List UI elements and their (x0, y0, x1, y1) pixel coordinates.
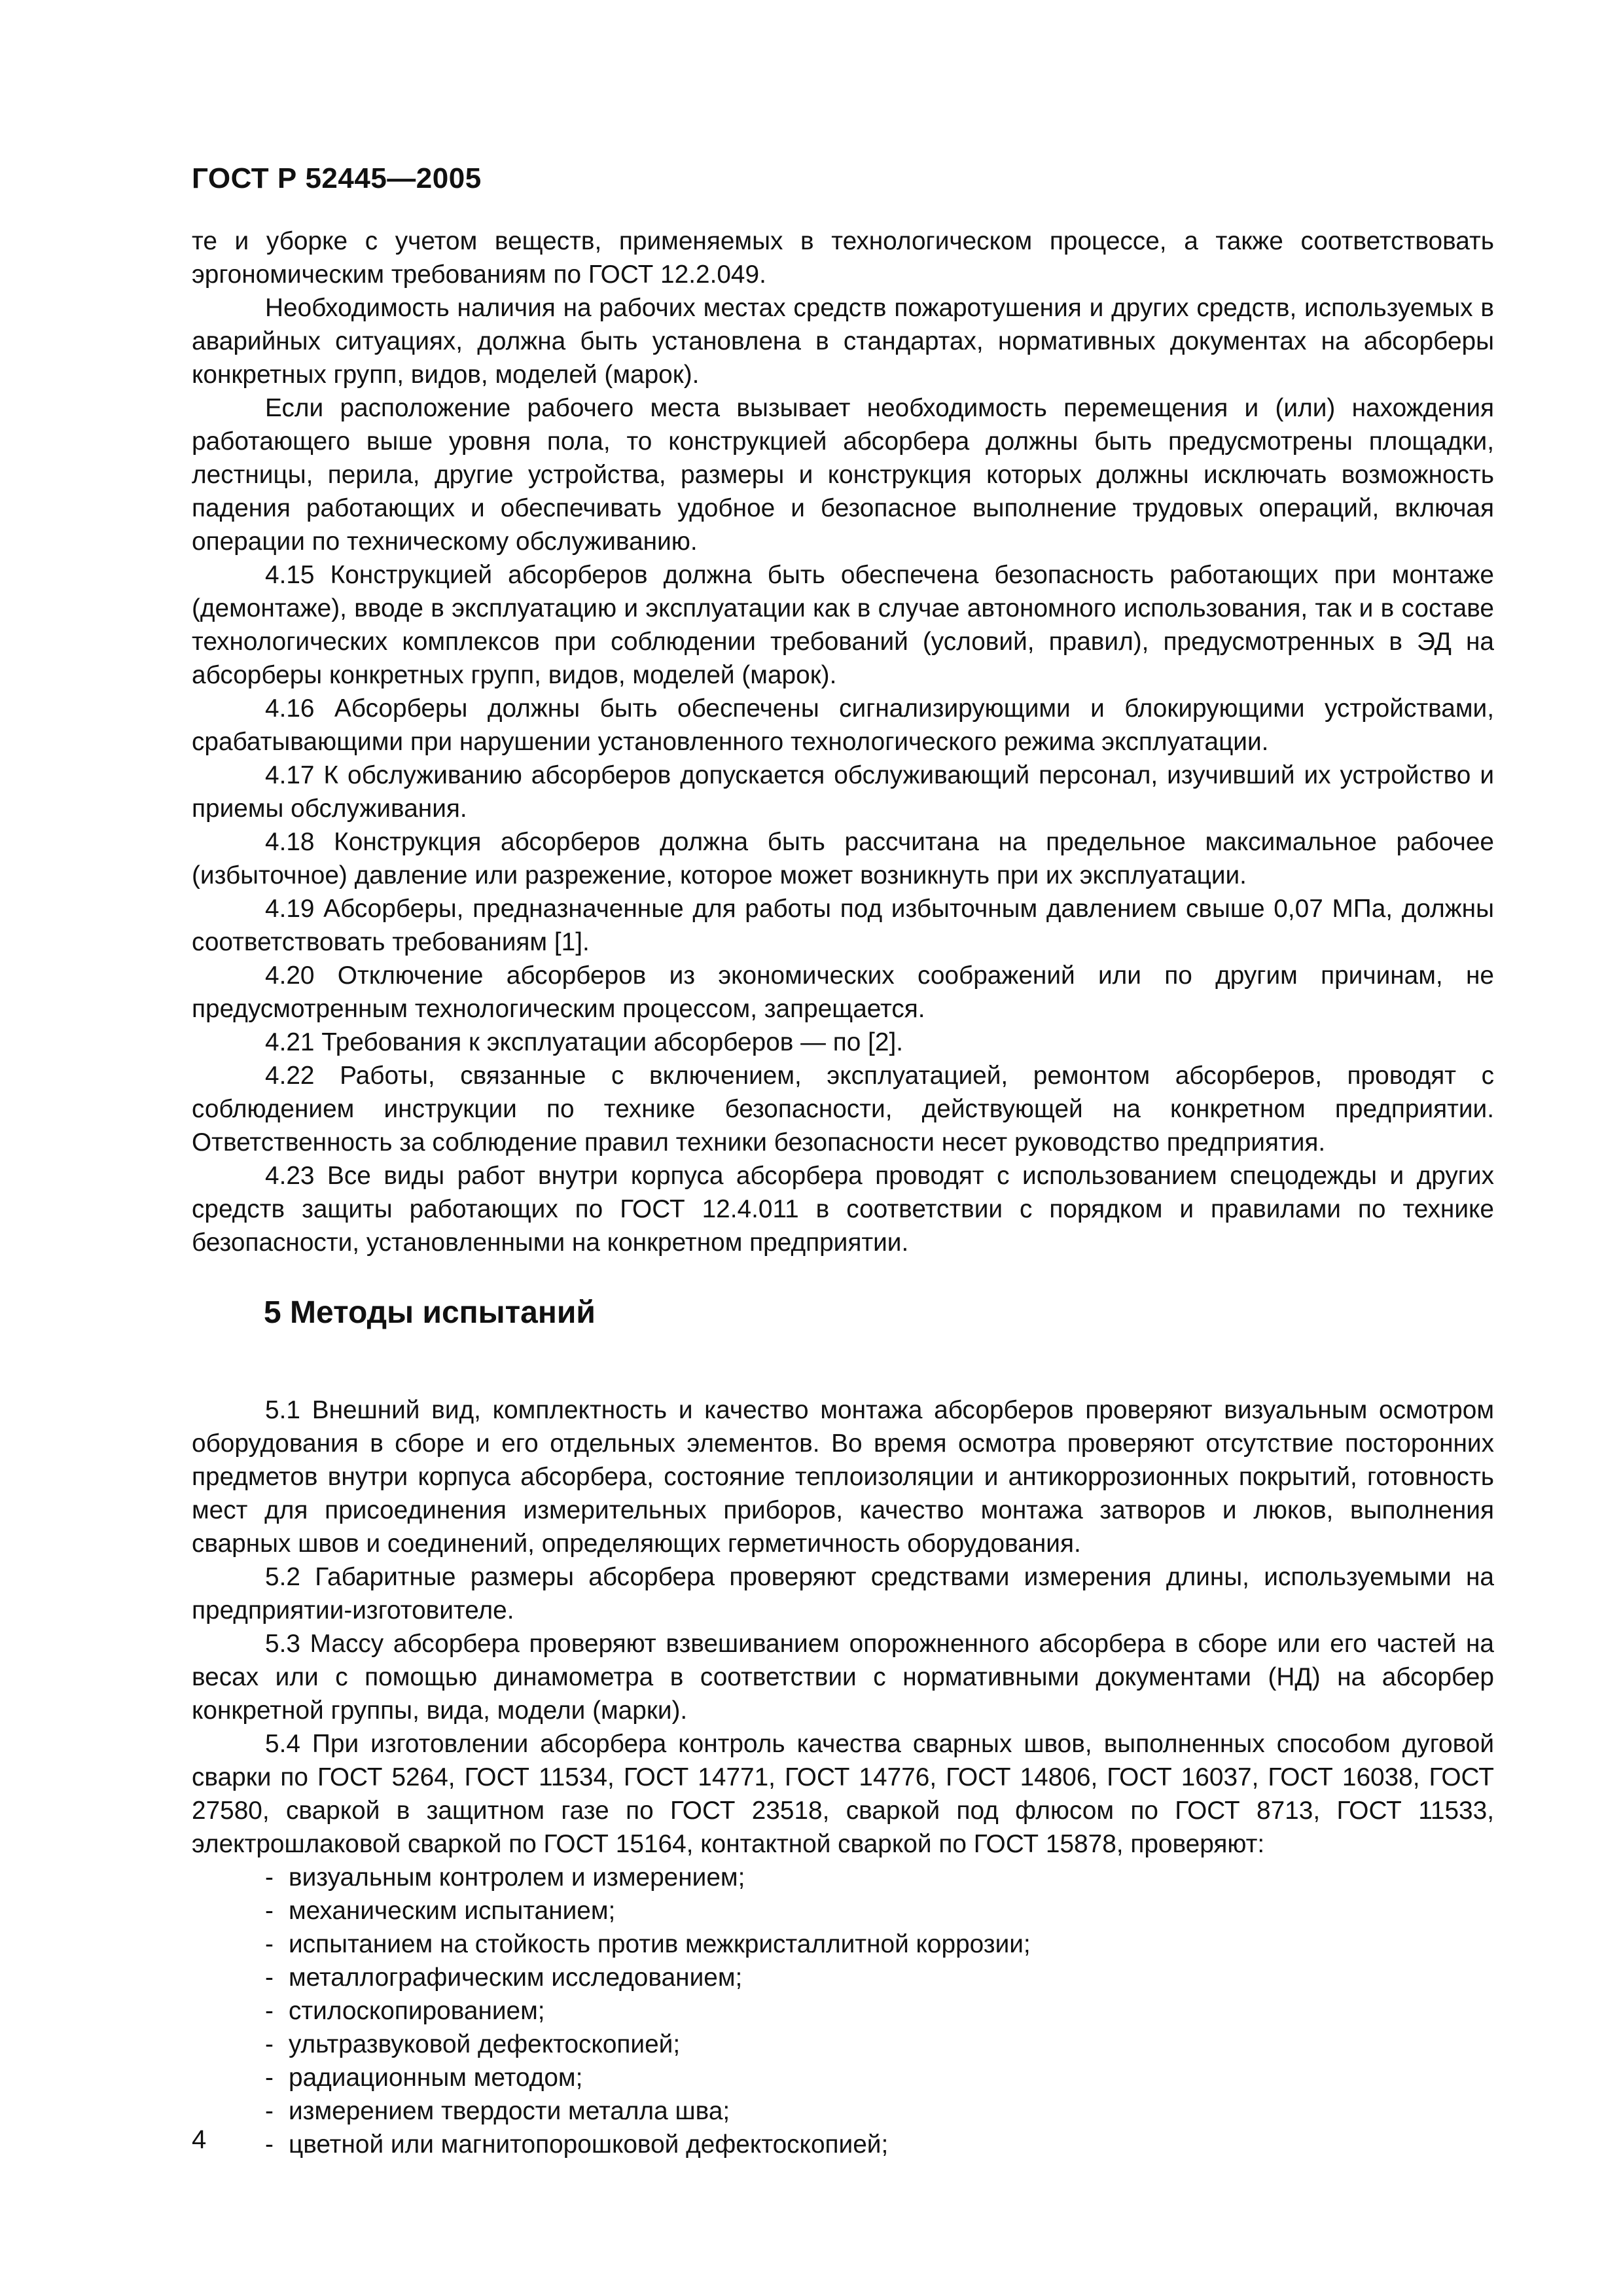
clause-5-4: 5.4 При изготовлении абсорбера контроль качества сварных швов, выполненных способом дуговой сварки по ГОСТ 5264, ГОСТ 11534, ГОСТ 14771, ГОСТ 14776, ГОСТ 14806, ГОСТ 16037, ГОСТ 16038, ГОСТ 27580, сваркой в защитном газе по ГОСТ 23518, сваркой под флюсом по ГОСТ 8713, ГОСТ 11533, электрошлаковой сваркой по ГОСТ 15164, контактной сваркой по ГОСТ 15878, проверяют: (192, 1730, 1494, 1858)
list-item (265, 2094, 1494, 2128)
clause-4-16: 4.16 Абсорберы должны быть обеспечены сигнализирующими и блокирующими устройствами, срабатывающими при нарушении установленного технологического режима эксплуатации. (192, 694, 1494, 756)
list-marker: - (265, 2030, 274, 2058)
list-item (265, 2061, 1494, 2094)
clause-4-19: 4.19 Абсорберы, предназначенные для работы под избыточным давлением свыше 0,07 МПа, должны соответствовать требованиям [1]. (192, 895, 1494, 956)
list-item (265, 1894, 1494, 1928)
list-marker: - (265, 1964, 274, 1992)
list-item-text: ультразвуковой дефектоскопией; (289, 2030, 681, 2058)
list-item-text: цветной или магнитопорошковой дефектоскопией; (289, 2130, 889, 2159)
list-marker: - (265, 2064, 274, 2092)
clause-4-15: 4.15 Конструкцией абсорберов должна быть обеспечена безопасность работающих при монтаже (демонтаже), вводе в эксплуатацию и эксплуатации как в случае автономного использования, так и в составе технологических комплексов при соблюдении требований (условий, правил), предусмотренных в ЭД на абсорберы конкретных групп, видов, моделей (марок). (192, 561, 1494, 689)
list-item-text: механическим испытанием; (289, 1897, 616, 1925)
clause-5-2: 5.2 Габаритные размеры абсорбера проверяют средствами измерения длины, используемыми на предприятии-изготовителе. (192, 1563, 1494, 1624)
clause-4-20: 4.20 Отключение абсорберов из экономических соображений или по другим причинам, не предусмотренным технологическим процессом, запрещается. (192, 961, 1494, 1023)
standard-code-header: ГОСТ Р 52445—2005 (192, 162, 482, 194)
document-body (192, 224, 1494, 2161)
list-marker: - (265, 1997, 274, 2025)
list-marker: - (265, 1863, 274, 1892)
clause-4-17: 4.17 К обслуживанию абсорберов допускается обслуживающий персонал, изучивший их устройство и приемы обслуживания. (192, 761, 1494, 823)
clause-4-18: 4.18 Конструкция абсорберов должна быть рассчитана на предельное максимальное рабочее (избыточное) давление или разрежение, которое может возникнуть при их эксплуатации. (192, 828, 1494, 889)
list-marker: - (265, 1897, 274, 1925)
page-number: 4 (192, 2125, 207, 2154)
clause-4-22: 4.22 Работы, связанные с включением, эксплуатацией, ремонтом абсорберов, проводят с соблюдением инструкции по технике безопасности, действующей на конкретном предприятии. Ответственность за соблюдение правил техники безопасности несет руководство предприятия. (192, 1062, 1494, 1157)
clause-4-23: 4.23 Все виды работ внутри корпуса абсорбера проводят с использованием спецодежды и других средств защиты работающих по ГОСТ 12.4.011 в соответствии с порядком и правилами по технике безопасности, установленными на конкретном предприятии. (192, 1162, 1494, 1257)
list-marker: - (265, 1930, 274, 1958)
list-item-text: металлографическим исследованием; (289, 1964, 743, 1992)
list-item (265, 2128, 1494, 2161)
list-item (265, 1928, 1494, 1961)
inspection-methods-list (192, 1861, 1494, 2161)
list-item-text: стилоскопированием; (289, 1997, 545, 2025)
paragraph: Необходимость наличия на рабочих местах средств пожаротушения и других средств, используемых в аварийных ситуациях, должна быть установлена в стандартах, нормативных документах на абсорберы конкретных групп, видов, моделей (марок). (192, 294, 1494, 389)
list-item-text: испытанием на стойкость против межкристаллитной коррозии; (289, 1930, 1031, 1958)
clause-5-3: 5.3 Массу абсорбера проверяют взвешиванием опорожненного абсорбера в сборе или его частей на весах или с помощью динамометра в соответствии с нормативными документами (НД) на абсорбер конкретной группы, вида, модели (марки). (192, 1630, 1494, 1725)
list-marker: - (265, 2130, 274, 2159)
list-item (265, 1994, 1494, 2028)
paragraph: Если расположение рабочего места вызывает необходимость перемещения и (или) нахождения работающего выше уровня пола, то конструкцией абсорбера должны быть предусмотрены площадки, лестницы, перила, другие устройства, размеры и конструкция которых должны исключать возможность падения работающих и обеспечивать удобное и безопасное выполнение трудовых операций, включая операции по техническому обслуживанию. (192, 394, 1494, 556)
list-item-text: визуальным контролем и измерением; (289, 1863, 745, 1892)
clause-5-1: 5.1 Внешний вид, комплектность и качество монтажа абсорберов проверяют визуальным осмотром оборудования в сборе и его отдельных элементов. Во время осмотра проверяют отсутствие посторонних предметов внутри корпуса абсорбера, состояние теплоизоляции и антикоррозионных покрытий, готовность мест для присоединения измерительных приборов, качество монтажа затворов и люков, выполнения сварных швов и соединений, определяющих герметичность оборудования. (192, 1396, 1494, 1558)
clause-4-21: 4.21 Требования к эксплуатации абсорберов — по [2]. (265, 1028, 904, 1056)
paragraph-continuation: те и уборке с учетом веществ, применяемых в технологическом процессе, а также соответствовать эргономическим требованиям по ГОСТ 12.2.049. (192, 227, 1494, 289)
list-item (265, 2028, 1494, 2061)
list-item (265, 1961, 1494, 1994)
list-item-text: измерением твердости металла шва; (289, 2097, 730, 2125)
list-item-text: радиационным методом; (289, 2064, 583, 2092)
list-item (265, 1861, 1494, 1894)
list-marker: - (265, 2097, 274, 2125)
section-heading: 5 Методы испытаний (264, 1295, 596, 1330)
